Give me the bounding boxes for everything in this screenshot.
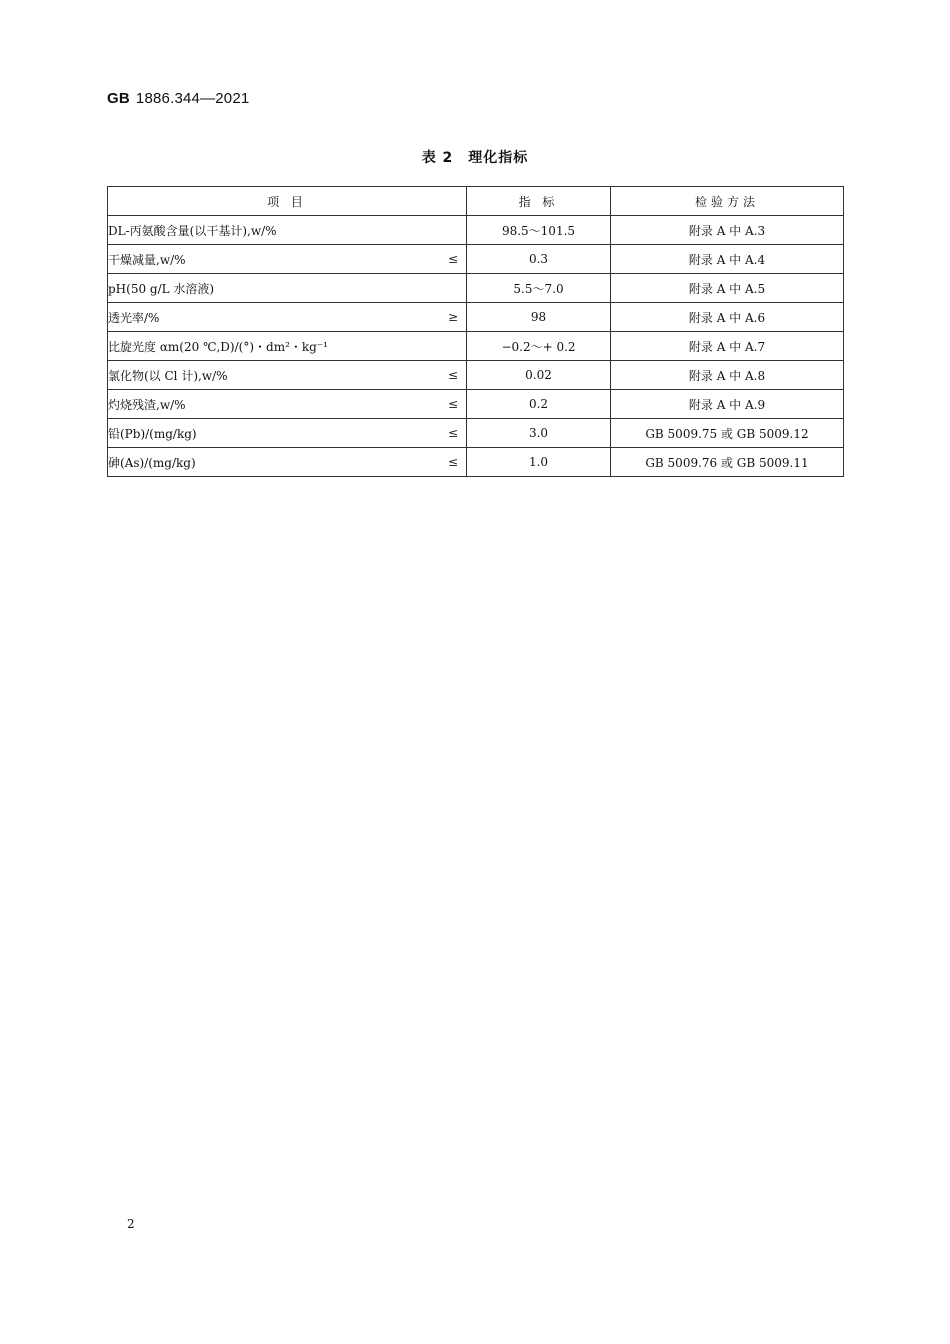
standard-header [107,90,249,107]
value-cell: −0.2～+ 0.2 [467,332,611,361]
value-cell: 5.5～7.0 [467,274,611,303]
item-label: 灼烧残渣,w/% [108,397,186,412]
table-row [108,361,844,390]
item-label: 砷(As)/(mg/kg) [108,455,196,470]
method-cell: 附录 A 中 A.7 [611,332,844,361]
method-cell: 附录 A 中 A.9 [611,390,844,419]
table-row [108,448,844,477]
table-row [108,303,844,332]
column-header-item: 项 目 [108,187,467,216]
value-cell: 1.0 [467,448,611,477]
item-cell [108,332,467,361]
method-cell: 附录 A 中 A.5 [611,274,844,303]
value-cell: 0.02 [467,361,611,390]
item-cell [108,361,467,390]
limit-symbol: ≤ [447,368,458,382]
limit-symbol: ≥ [447,310,458,324]
item-label: 比旋光度 αm(20 ℃,D)/(°)・dm²・kg⁻¹ [108,339,328,354]
limit-symbol: ≤ [447,455,458,469]
item-cell [108,419,467,448]
item-cell [108,216,467,245]
column-header-method: 检验方法 [611,187,844,216]
item-label: DL-丙氨酸含量(以干基计),w/% [108,223,277,238]
value-cell: 0.2 [467,390,611,419]
table-row [108,216,844,245]
method-cell: GB 5009.75 或 GB 5009.12 [611,419,844,448]
value-cell: 3.0 [467,419,611,448]
limit-symbol: ≤ [447,252,458,266]
item-label: 氯化物(以 Cl 计),w/% [108,368,228,383]
table-row [108,419,844,448]
value-cell: 0.3 [467,245,611,274]
table-row [108,390,844,419]
table-header-row [108,187,844,216]
item-label: pH(50 g/L 水溶液) [108,281,215,296]
limit-symbol: ≤ [447,426,458,440]
method-cell: 附录 A 中 A.4 [611,245,844,274]
item-cell [108,303,467,332]
item-cell [108,390,467,419]
specification-table [107,186,844,477]
table-row [108,274,844,303]
column-header-value: 指 标 [467,187,611,216]
table-title: 表 2 理化指标 [421,150,529,166]
page-number: 2 [127,1217,135,1231]
item-label: 透光率/% [108,310,160,325]
value-cell: 98 [467,303,611,332]
item-label: 铅(Pb)/(mg/kg) [108,426,197,441]
item-cell [108,448,467,477]
item-cell [108,245,467,274]
method-cell: 附录 A 中 A.8 [611,361,844,390]
standard-number: 1886.344—2021 [135,90,250,107]
method-cell: GB 5009.76 或 GB 5009.11 [611,448,844,477]
item-cell [108,274,467,303]
method-cell: 附录 A 中 A.3 [611,216,844,245]
standard-prefix: GB [107,90,130,107]
value-cell: 98.5～101.5 [467,216,611,245]
method-cell: 附录 A 中 A.6 [611,303,844,332]
limit-symbol: ≤ [447,397,458,411]
item-label: 干燥减量,w/% [108,252,186,267]
table-row [108,332,844,361]
table-row [108,245,844,274]
